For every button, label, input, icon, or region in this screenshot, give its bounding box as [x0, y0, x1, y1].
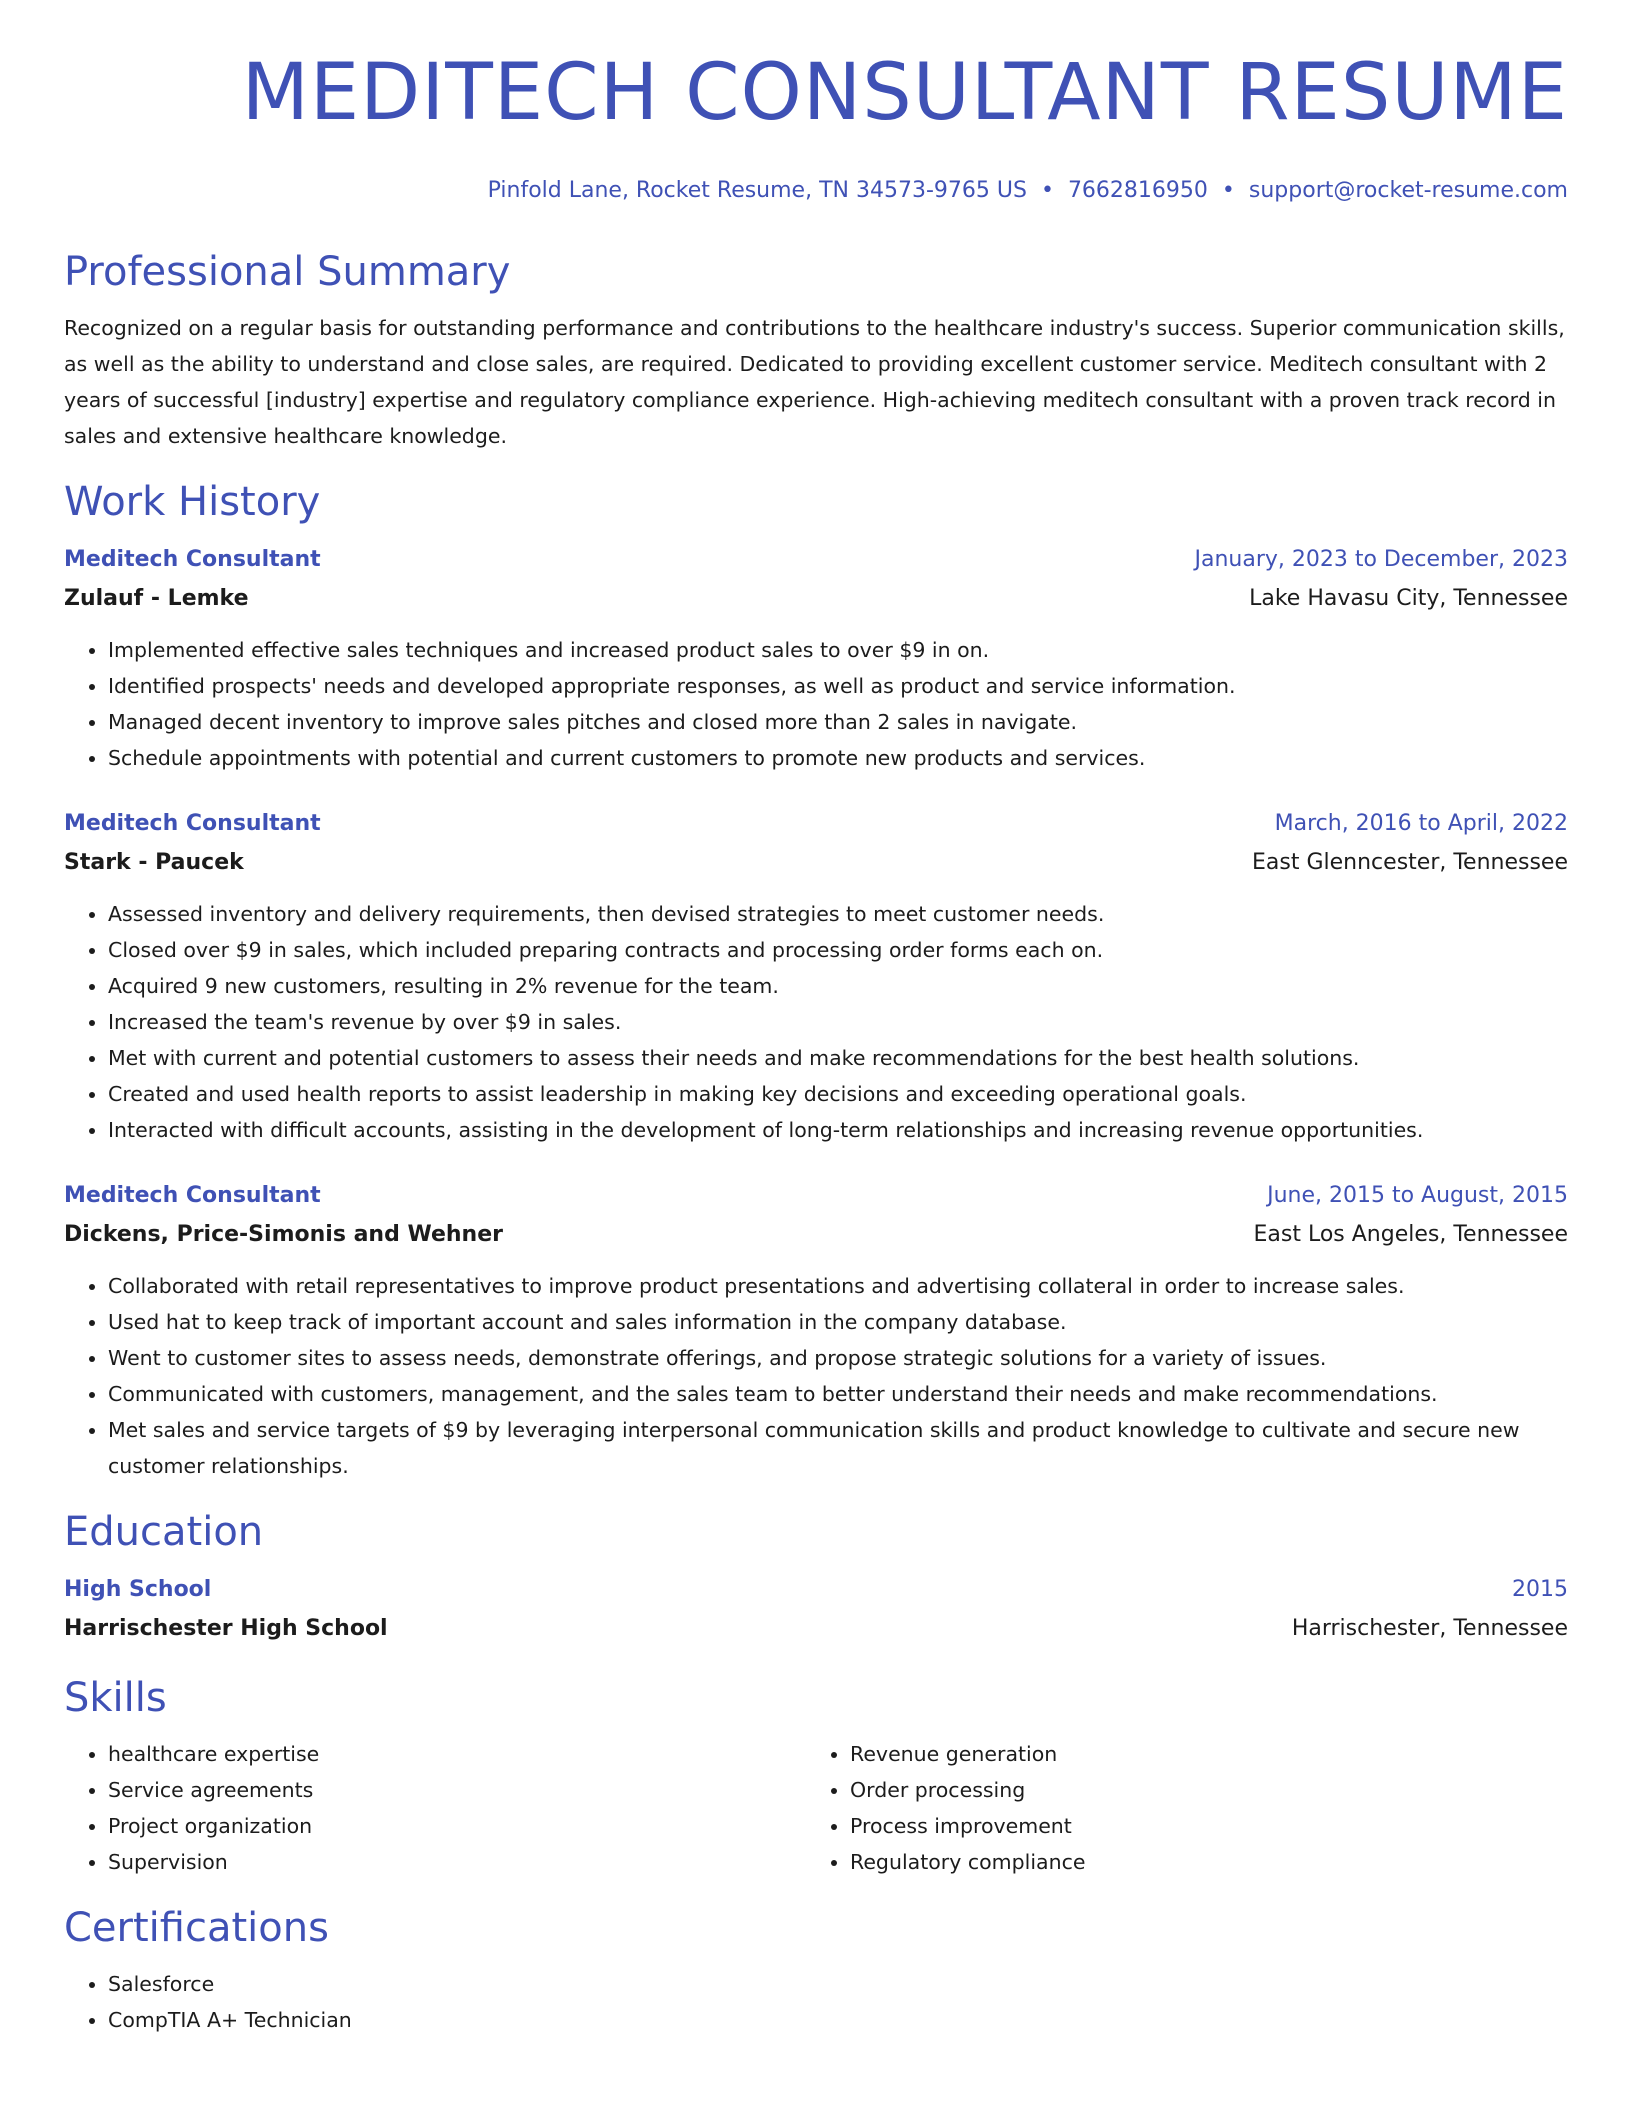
job-location: East Los Angeles, Tennessee: [1253, 1222, 1568, 1247]
job-bullet: • Assessed inventory and delivery requirements, then devised strategies to meet customer needs.: [108, 896, 1568, 932]
skill-item: • Service agreements: [108, 1772, 806, 1808]
job-company-row: [64, 580, 1568, 618]
job-company: Zulauf - Lemke: [64, 586, 249, 611]
summary-heading: Professional Summary: [64, 249, 511, 295]
job-bullet: • Managed decent inventory to improve sales pitches and closed more than 2 sales in navigate.: [108, 704, 1568, 740]
certification-item: • CompTIA A+ Technician: [108, 2002, 1568, 2038]
job-bullet: • Identified prospects' needs and developed appropriate responses, as well as product and service information.: [108, 668, 1568, 704]
job-dates: January, 2023 to December, 2023: [1194, 547, 1568, 572]
skills-column-right: [806, 1736, 1548, 1880]
job-entry: [64, 540, 1568, 776]
contact-line: [64, 176, 1568, 206]
certifications-list: [64, 1966, 1568, 2038]
job-dates: March, 2016 to April, 2022: [1274, 811, 1568, 836]
job-bullet: • Met with current and potential customers to assess their needs and make recommendations for the best health solutions.: [108, 1040, 1568, 1076]
education-location: Harrischester, Tennessee: [1291, 1616, 1568, 1641]
contact-separator: •: [1040, 178, 1054, 203]
job-title: Meditech Consultant: [64, 547, 321, 572]
education-heading: Education: [64, 1509, 264, 1555]
job-bullet: • Acquired 9 new customers, resulting in 2% revenue for the team.: [108, 968, 1568, 1004]
work-history-heading: Work History: [64, 479, 321, 525]
skills-column-left: [64, 1736, 806, 1880]
skill-item: • Project organization: [108, 1808, 806, 1844]
job-location: Lake Havasu City, Tennessee: [1249, 586, 1568, 611]
certification-item: • Salesforce: [108, 1966, 1568, 2002]
skills-heading: Skills: [64, 1675, 167, 1721]
job-bullet: • Increased the team's revenue by over $9 in sales.: [108, 1004, 1568, 1040]
education-school-row: [64, 1610, 1568, 1648]
certifications-section: [64, 1902, 1568, 2038]
job-title-row: [64, 540, 1568, 580]
skill-item: • Order processing: [850, 1772, 1548, 1808]
job-bullet: • Created and used health reports to assist leadership in making key decisions and exceeding operational goals.: [108, 1076, 1568, 1112]
education-school: Harrischester High School: [64, 1616, 388, 1641]
job-entry: [64, 1176, 1568, 1484]
work-history-section: [64, 476, 1568, 1484]
job-bullet: • Used hat to keep track of important account and sales information in the company database.: [108, 1304, 1568, 1340]
job-dates: June, 2015 to August, 2015: [1267, 1183, 1568, 1208]
education-degree-row: [64, 1570, 1568, 1610]
job-bullets: [64, 896, 1568, 1148]
skill-item: • healthcare expertise: [108, 1736, 806, 1772]
job-title-row: [64, 1176, 1568, 1216]
education-year: 2015: [1512, 1577, 1568, 1602]
job-title: Meditech Consultant: [64, 811, 321, 836]
resume-name: MEDITECH CONSULTANT RESUME: [241, 48, 1568, 138]
education-degree: High School: [64, 1577, 212, 1602]
job-company: Dickens, Price-Simonis and Wehner: [64, 1222, 503, 1247]
job-entry: [64, 804, 1568, 1148]
skill-item: • Process improvement: [850, 1808, 1548, 1844]
job-bullet: • Closed over $9 in sales, which included preparing contracts and processing order forms each on.: [108, 932, 1568, 968]
job-bullet: • Met sales and service targets of $9 by leveraging interpersonal communication skills and product knowledge to cultivate and secure new customer relationships.: [108, 1412, 1568, 1484]
job-bullet: • Communicated with customers, management, and the sales team to better understand their needs and make recommendations.: [108, 1376, 1568, 1412]
job-bullet: • Went to customer sites to assess needs, demonstrate offerings, and propose strategic solutions for a variety of issues.: [108, 1340, 1568, 1376]
job-company-row: [64, 1216, 1568, 1254]
job-company-row: [64, 844, 1568, 882]
skill-item: • Revenue generation: [850, 1736, 1548, 1772]
job-title: Meditech Consultant: [64, 1183, 321, 1208]
education-section: [64, 1506, 1568, 1648]
job-title-row: [64, 804, 1568, 844]
job-bullet: • Implemented effective sales techniques and increased product sales to over $9 in on.: [108, 632, 1568, 668]
summary-section: [64, 246, 1568, 454]
skills-section: [64, 1672, 1568, 1880]
resume-header: [64, 0, 1568, 206]
contact-email: support@rocket-resume.com: [1248, 178, 1568, 203]
contact-address: Pinfold Lane, Rocket Resume, TN 34573-9765 US: [487, 178, 1027, 203]
job-location: East Glenncester, Tennessee: [1252, 850, 1568, 875]
contact-separator: •: [1221, 178, 1235, 203]
job-bullet: • Schedule appointments with potential and current customers to promote new products and services.: [108, 740, 1568, 776]
education-entry: [64, 1570, 1568, 1648]
job-bullets: [64, 1268, 1568, 1484]
summary-text: Recognized on a regular basis for outstanding performance and contributions to the healthcare industry's success. Superior communication skills, as well as the ability to understand and close sales, are required. Dedicated to providing excellent customer service. Meditech consultant with 2 years of successful [industry] expertise and regulatory compliance experience. High-achieving meditech consultant with a proven track record in sales and extensive healthcare knowledge.: [64, 316, 1565, 448]
job-company: Stark - Paucek: [64, 850, 244, 875]
skill-item: • Supervision: [108, 1844, 806, 1880]
contact-phone: 7662816950: [1067, 178, 1208, 203]
job-bullets: [64, 632, 1568, 776]
job-bullet: • Interacted with difficult accounts, assisting in the development of long-term relationships and increasing revenue opportunities.: [108, 1112, 1568, 1148]
skills-grid: [64, 1736, 1568, 1880]
certifications-heading: Certifications: [64, 1905, 329, 1951]
job-bullet: • Collaborated with retail representatives to improve product presentations and advertising collateral in order to increase sales.: [108, 1268, 1568, 1304]
skill-item: • Regulatory compliance: [850, 1844, 1548, 1880]
